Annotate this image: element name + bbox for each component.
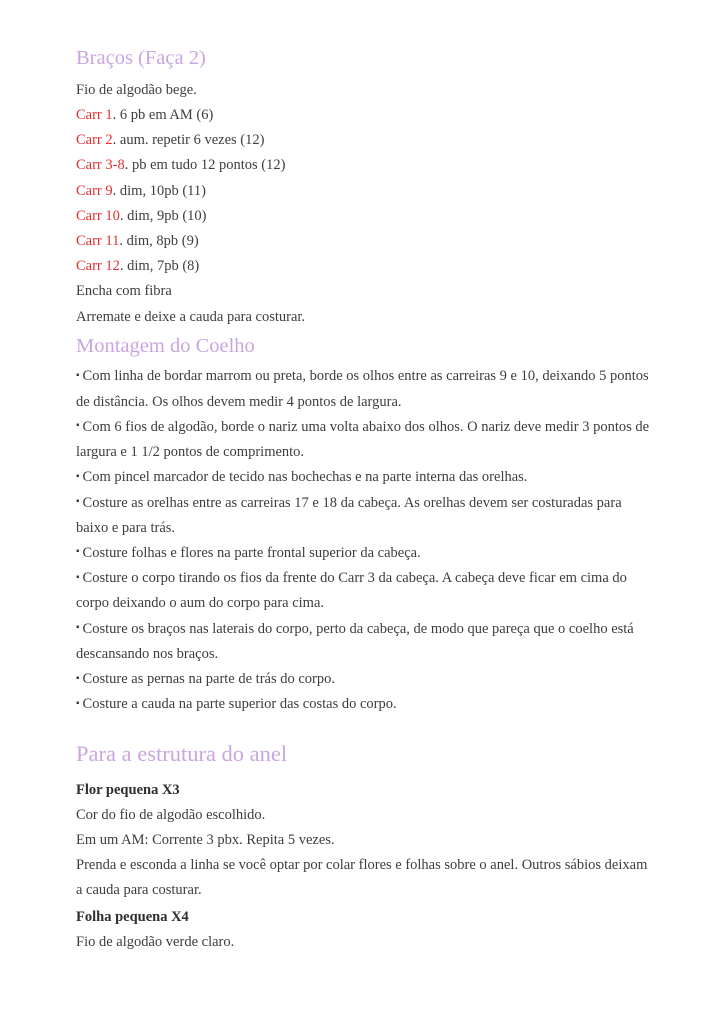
bullet-text: Costure as pernas na parte de trás do corpo. — [82, 671, 336, 688]
bullet-text: Costure os braços nas laterais do corpo, perto da cabeça, de modo que pareça que o coelho está descansando nos braços. — [76, 620, 634, 662]
row-label: Carr 9 — [76, 182, 113, 199]
bullet-icon: ▪ — [76, 622, 80, 634]
arms-row-1 — [76, 103, 658, 128]
section-assembly — [76, 330, 658, 718]
row-text: . aum. repetir 6 vezes (12) — [112, 132, 265, 149]
row-text: . dim, 8pb (9) — [119, 232, 199, 249]
bullet-text: Com pincel marcador de tecido nas bochechas e na parte interna das orelhas. — [82, 469, 528, 486]
assembly-bullet-1 — [76, 364, 654, 414]
assembly-bullet-6 — [76, 566, 654, 616]
bullet-text: Costure a cauda na parte superior das costas do corpo. — [82, 696, 397, 713]
section-ring-structure — [76, 718, 658, 956]
row-text: . dim, 10pb (11) — [112, 182, 206, 199]
flower-line-1: Cor do fio de algodão escolhido. — [76, 806, 266, 823]
assembly-bullet-4 — [76, 491, 654, 541]
row-label: Carr 11 — [76, 232, 120, 249]
row-text: . 6 pb em AM (6) — [112, 106, 214, 123]
row-label: Carr 12 — [76, 258, 120, 275]
arms-intro-line: Fio de algodão bege. — [76, 81, 197, 98]
bullet-icon: ▪ — [76, 420, 80, 432]
bullet-icon: ▪ — [76, 369, 80, 381]
arms-row-3 — [76, 153, 658, 178]
page-title-assembly: Montagem do Coelho — [76, 334, 255, 357]
assembly-bullet-3 — [76, 465, 654, 490]
arms-closing-1: Encha com fibra — [76, 283, 172, 300]
arms-row-2 — [76, 128, 658, 153]
bullet-icon: ▪ — [76, 546, 80, 558]
bullet-text: Costure o corpo tirando os fios da frente do Carr 3 da cabeça. A cabeça deve ficar em cima do corpo deixando o aum do corpo para cima. — [76, 570, 627, 612]
bullet-icon: ▪ — [76, 496, 80, 508]
subheading-small-leaf: Folha pequena X4 — [76, 909, 189, 926]
row-label: Carr 3-8 — [76, 157, 125, 174]
arms-row-6 — [76, 229, 658, 254]
row-text: . dim, 7pb (8) — [119, 258, 200, 275]
flower-paragraph: Prenda e esconda a linha se você optar por colar flores e folhas sobre o anel. Outros sábios deixam a cauda para costurar. — [76, 857, 648, 899]
flower-line-2: Em um AM: Corrente 3 pbx. Repita 5 vezes. — [76, 831, 335, 848]
page-title-ring-structure: Para a estrutura do anel — [76, 740, 288, 766]
arms-row-7 — [76, 254, 658, 279]
assembly-bullet-7 — [76, 617, 654, 667]
row-label: Carr 10 — [76, 207, 120, 224]
row-label: Carr 1 — [76, 106, 113, 123]
arms-row-5 — [76, 204, 658, 229]
bullet-text: Costure as orelhas entre as carreiras 17 e 18 da cabeça. As orelhas devem ser costuradas para baixo e para trás. — [76, 494, 622, 536]
leaf-line-1: Fio de algodão verde claro. — [76, 934, 235, 951]
page-title-arms: Braços (Faça 2) — [76, 47, 206, 69]
bullet-text: Com 6 fios de algodão, borde o nariz uma volta abaixo dos olhos. O nariz deve medir 3 pontos de largura e 1 1/2 pontos de comprimento. — [76, 418, 650, 461]
section-arms — [76, 40, 658, 330]
bullet-icon: ▪ — [76, 672, 80, 684]
row-label: Carr 2 — [76, 132, 113, 149]
bullet-icon: ▪ — [76, 470, 80, 482]
row-text: . pb em tudo 12 pontos (12) — [124, 157, 286, 174]
assembly-bullet-9 — [76, 692, 654, 717]
assembly-bullet-5 — [76, 541, 654, 566]
subheading-small-flower: Flor pequena X3 — [76, 781, 180, 798]
arms-row-4 — [76, 179, 658, 204]
bullet-icon: ▪ — [76, 571, 80, 583]
bullet-text: Costure folhas e flores na parte frontal superior da cabeça. — [82, 544, 421, 561]
arms-closing-2: Arremate e deixe a cauda para costurar. — [76, 308, 306, 325]
row-text: . dim, 9pb (10) — [119, 207, 207, 224]
assembly-bullet-8 — [76, 667, 654, 692]
bullet-icon: ▪ — [76, 697, 80, 709]
assembly-bullet-2 — [76, 415, 654, 465]
bullet-text: Com linha de bordar marrom ou preta, borde os olhos entre as carreiras 9 e 10, deixando 5 pontos de distância. Os olhos devem medir 4 pontos de largura. — [76, 368, 649, 410]
